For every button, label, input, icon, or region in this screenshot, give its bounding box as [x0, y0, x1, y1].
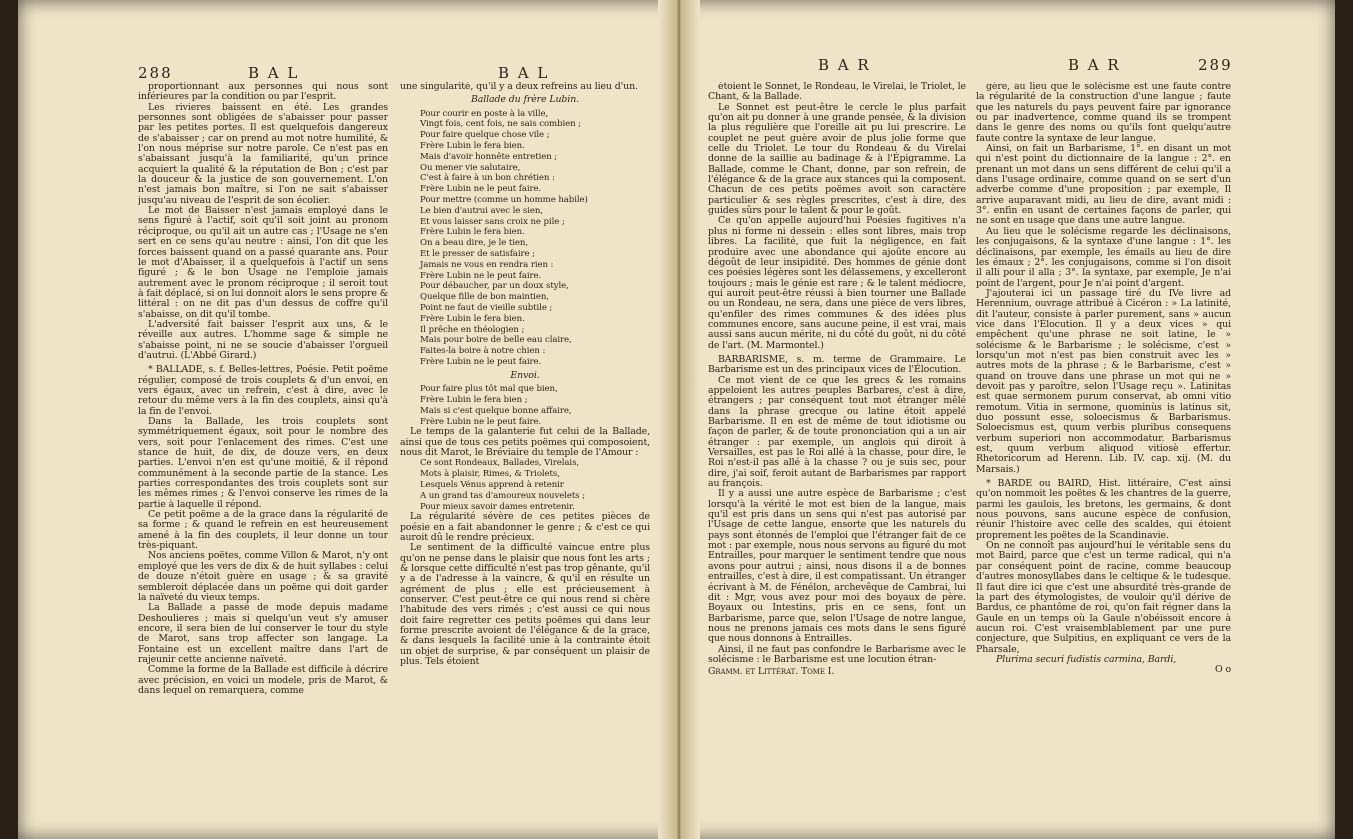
paragraph: La régularité sévère de ces petites pièces de poésie en a fait abandonner le genre ; & c'est ce qui auroit dû le rendre précieux.: [400, 511, 650, 544]
verse-line: Le bien d'autrui avec le sien,: [420, 205, 543, 216]
verse-line: Frère Lubin le fera bien.: [420, 227, 525, 238]
running-head-right-2: B A R: [1068, 56, 1121, 74]
verse-line: Frère Lubin le fera bien.: [420, 141, 525, 152]
column-4: [976, 82, 1231, 817]
running-head-left-2: B A L: [498, 64, 550, 82]
entry-ballade: * BALLADE, s. f. Belles-lettres, Poésie. Petit poëme régulier, composé de trois couplets & d'un envoi, en vers égaux, avec un refrein, c'est à dire, avec le retour du même vers à la fin des couplets, ainsi qu'à la fin de l'envoi.: [138, 364, 388, 417]
verse-line: Point ne faut de vieille subtile ;: [420, 303, 553, 314]
paragraph: étoient le Sonnet, le Rondeau, le Virelai, le Triolet, le Chant, & la Ballade.: [708, 82, 966, 103]
verse-line: Frère Lubin ne le peut faire.: [420, 270, 542, 281]
verse-line: Frère Lubin ne le peut faire.: [420, 416, 542, 427]
verse-line: On a beau dire, je le tien,: [420, 238, 528, 249]
paragraph: Ce petit poëme a de la grace dans la régularité de sa forme ; & quand le refrein en est heureusement amené à la fin des couplets, il leur donne un tour très-piquant.: [138, 509, 388, 552]
running-head-right: B A R: [818, 56, 871, 74]
verse-line: Pour faire plus tôt mal que bien,: [420, 384, 558, 395]
paragraph: Ainsi, il ne faut pas confondre le Barbarisme avec le solécisme : le Barbarisme est une locution étran-: [708, 643, 966, 665]
column-1: [138, 82, 388, 817]
verse-line: Lesquels Vénus apprend à retenir: [420, 479, 564, 490]
verse-line: Faites-la boire à notre chien :: [420, 346, 546, 357]
running-head-left: B A L: [248, 64, 300, 82]
paragraph: une singularité, qu'il y a deux refreins au lieu d'un.: [400, 82, 638, 92]
page-number-right: 289: [1198, 56, 1233, 74]
verse-line: Frère Lubin ne le peut faire.: [420, 184, 542, 195]
verse-line: Frère Lubin le fera bien ;: [420, 394, 528, 405]
paragraph: Le temps de la galanterie fut celui de la Ballade, ainsi que de tous ces petits poëmes qui composoient, nous dit Marot, le Bréviaire du temple de l'Amour :: [400, 426, 650, 459]
verse-block: [400, 109, 650, 368]
envoi-title: Envoi.: [510, 369, 540, 381]
paragraph: Ainsi, on fait un Barbarisme, 1°. en disant un mot qui n'est point du dictionnaire de la langue : 2°. en prenant un mot dans un sens différent de celui qu'il a dans l'usage ordinaire, comme quand on se sert d'un adverbe comme d'une proposition ; par exemple, Il arrive auparavant midi, au lieu de dire, avant midi : 3°. enfin en usant de certaines façons de parler, qui ne sont en usage que dans une autre langue.: [976, 143, 1231, 227]
paragraph: On ne connoît pas aujourd'hui le véritable sens du mot Baird, parce que c'est un terme radical, qui n'a par conséquent point de racine, comme beaucoup d'autres monosyllabes dans le celtique & le tudesque. Il faut dire ici que c'est une absurdité très-grande de la part des étymologistes, de vouloir qu'il dérive de Bardus, ce phantôme de roi, qu'on fait régner dans la Gaule en un temps où la Gaule n'obéissoit encore à aucun roi. C'est vraisemblablement par une pure conjecture, que Sulpitius, en expliquant ce vers de la Pharsale,: [976, 540, 1231, 655]
paragraph: Ce qu'on appelle aujourd'hui Poésies fugitives n'a plus ni forme ni dessein : elles sont libres, mais trop libres. La facilité, que fuit la négligence, en fait produire avec une abondance qui ajoûte encore au dégoût de leur insipidité. Des hommes de génie dont ces poésies légères sont les délassemens, y excelleront toujours ; mais le génie est rare ; & le talent médiocre, qui auroit peut-être réussi à bien tourner une Ballade ou un Rondeau, ne sera, dans une pièce de vers libres, qu'enfiler des rimes communes & des idées plus communes encore, sans aucune peine, il est vrai, mais aussi sans aucun mérite, ni du côté du goût, ni du côté de l'art. (M. Marmontel.): [708, 215, 966, 351]
catchword: O o: [1214, 664, 1231, 676]
verse-line: Ce sont Rondeaux, Ballades, Virelais,: [420, 458, 580, 469]
verse-line: Pour mettre (comme un homme habile): [420, 195, 588, 206]
paragraph: Les rivieres baissent en été. Les grandes personnes sont obligées de s'abaisser pour passer par les petites portes. Il est quelquefois dangereux de s'abaisser ; car on prend au mot notre humilité, & l'on nous méprise sur notre parole. Ce n'est pas en s'abaissant jusqu'à la familiarité, qu'un prince acquiert la qualité & la réputation de Bon ; c'est par la douceur & la justice de son gouvernement. L'on n'est jamais bon maître, si l'on ne sait s'abaisser jusqu'au niveau de l'esprit de son écolier.: [138, 101, 388, 206]
paragraph: Au lieu que le solécisme regarde les déclinaisons, les conjugaisons, & la syntaxe d'une langue : 1°. les déclinaisons, par exemple, les émails au lieu de dire les émaux ; 2°. les conjugaisons, comme si l'on disoit il alli pour il alla ; 3°. la syntaxe, par exemple, Je n'ai point de l'argent, pour Je n'ai point d'argent.: [976, 225, 1231, 289]
verse-block-2: [400, 458, 650, 512]
verse-line: Ou mener vie salutaire,: [420, 162, 521, 173]
column-3: [708, 82, 966, 817]
quoted-verse: Plurima securi fudistis carmina, Bardi,: [996, 653, 1177, 665]
paragraph: gère, au lieu que le solécisme est une faute contre la régularité de la construction d'une langue ; faute que les naturels du pays peuvent faire par ignorance ou par inadvertence, comme quand ils se trompent dans le genre des noms ou qu'ils font quelqu'autre faute contre la syntaxe de leur langue.: [976, 82, 1231, 144]
book-spread: [18, 0, 1335, 839]
envoi-block: [400, 384, 650, 427]
paragraph: Le sentiment de la difficulté vaincue entre plus qu'on ne pense dans le plaisir que nous font les arts ; & lorsque cette difficulté n'est pas trop gênante, qu'il y a de l'adresse à la vaincre, & qu'il en résulte un agrément de plus ; elle est précieusement à conserver. C'est peut-être ce qui nous rend si chère l'habitude des vers rimés ; c'est aussi ce qui nous doit faire regretter ces petits poëmes qui dans leur forme prescrite avoient de l'élégance & de la grace, & dans lesquels la facilité unie à la contrainte étoit un objet de surprise, & par conséquent un plaisir de plus. Tels étoient: [400, 542, 650, 668]
book-gutter: [658, 0, 700, 839]
paragraph: J'ajouterai ici un passage tiré du IVe livre ad Herennium, ouvrage attribué à Cicéron : » La latinité, dit l'auteur, consiste à parler purement, sans » aucun vice dans l'Élocution. Il y a deux vices » qui empêchent qu'une phrase ne soit latine, le » solécisme & le Barbarisme ; le solécisme, c'est » lorsqu'un mot n'est pas bien construit avec les » autres mots de la phrase ; & le Barbarisme, c'est » quand on trouve dans une phrase un mot qui ne » devoit pas y paroître, selon l'Usage reçu ». Latinitas est quae sermonem purum conservat, ab omni vitio remotum. Vitia in sermone, quominùs is latinus sit, duo possunt esse, soloecismus & Barbarismus. Soloecismus est, quum verbis pluribus consequens verbum superiori non accommodatur. Barbarismus est, quum verbum aliquod vitiosè effertur. Rhetoricorum ad Herenn. Lib. IV. cap. xij. (M. du Marsais.): [976, 287, 1231, 475]
paragraph: Comme la forme de la Ballade est difficile à décrire avec précision, en voici un modele, pris de Marot, & dans lequel on remarquera, comme: [138, 664, 388, 696]
verse-line: C'est à faire à un bon chrétien :: [420, 173, 555, 184]
verse-line: Pour mieux savoir dames entretenir.: [420, 501, 575, 512]
verse-line: Il prêche en théologien ;: [420, 324, 525, 335]
verse-line: Pour courir en poste à la ville,: [420, 108, 549, 119]
verse-line: Et vous laisser sans croix ne pile ;: [420, 216, 565, 227]
paragraph: Il y a aussi une autre espèce de Barbarisme ; c'est lorsqu'à la vérité le mot est bien de la langue, mais qu'il est pris dans un sens qui n'est pas autorisé par l'Usage de cette langue, ensorte que les naturels du pays sont étonnés de l'emploi que l'étranger fait de ce mot : par exemple, nous nous servons au figuré du mot Entrailles, pour marquer le sentiment tendre que nous avons pour autrui ; ainsi, nous disons il a de bonnes entrailles, c'est à dire, il est compatissant. Un étranger écrivant à M. de Fénélon, archevêque de Cambrai, lui dit : Mgr, vous avez pour moi des boyaux de père. Boyaux ou Intestins, pris en ce sens, font un Barbarisme, parce que, selon l'Usage de notre langue, nous ne prenons jamais ces mots dans le sens figuré que nous donnons à Entrailles.: [708, 488, 966, 645]
verse-line: Mais pour boire de belle eau claire,: [420, 335, 572, 346]
paragraph: L'adversité fait baisser l'esprit aux uns, & le réveille aux autres. L'homme sage & simple ne s'abaisse point, ni ne se soucie d'abaisser l'orgueil d'autrui. (L'Abbé Girard.): [138, 318, 388, 361]
paragraph: proportionnant aux personnes qui nous sont inférieures par la condition ou par l'esprit.: [138, 82, 388, 103]
verse-line: Jamais ne vous en rendra rien :: [420, 259, 554, 270]
verse-line: Quelque fille de bon maintien,: [420, 292, 549, 303]
paragraph: Le mot de Baisser n'est jamais employé dans le sens figuré à l'actif, soit qu'il soit joint au pronom réciproque, ou qu'il ait un autre cas ; l'Usage ne s'en sert en ce sens qu'au neutre : ainsi, l'on dit que les forces baissent quand on a passé quarante ans. Pour le mot d'Abaisser, il a quelquefois à l'actif un sens figuré ; & le bon Usage ne l'emploie jamais autrement avec le pronom réciproque ; il seroit tout à fait déplacé, si on lui donnoit alors le sens propre & littéral : on ne dit pas d'un dessus de coffre qu'il s'abaisse, on dit qu'il tombe.: [138, 205, 388, 320]
verse-line: Et le presser de satisfaire ;: [420, 249, 535, 260]
paragraph: Le Sonnet est peut-être le cercle le plus parfait qu'on ait pu donner à une grande pensée, & la division la plus régulière que l'oreille ait pu lui prescrire. Le couplet ne peut guère avoir de plus jolie forme que celle du Triolet. Le tour du Rondeau & du Virelai donne de la saillie au badinage & à l'Épigramme. La Ballade, comme le Chant, donne, par son refrein, de l'élégance & de la grace aux stances qui la composent. Chacun de ces petits poëmes avoit son caractère particulier & ses règles prescrites, c'est à dire, des guides sûrs pour le talent & pour le goût.: [708, 101, 966, 217]
paragraph: Ce mot vient de ce que les grecs & les romains appeloient les autres peuples Barbares, c'est à dire, étrangers ; par conséquent tout mot étranger mêlé dans la phrase grecque ou latine étoit appelé Barbarisme. Il en est de même de tout idiotisme ou façon de parler, & de toute prononciation qui a un air étranger : par exemple, un anglois qui diroit à Versailles, est pas le Roi allé à la chasse, pour dire, le Roi n'est-il pas allé à la chasse ? ou je suis sec, pour dire, j'ai soif, feroit autant de Barbarismes par rapport au françois.: [708, 374, 966, 490]
paragraph: La Ballade a passé de mode depuis madame Deshoulieres ; mais si quelqu'un veut s'y amuser encore, il sera bien de lui conserver le tour du style de Marot, sans trop affecter son langage. La Fontaine est un excellent maître dans l'art de rajeunir cette ancienne naïveté.: [138, 602, 388, 665]
verse-line: Vingt fois, cent fois, ne sais combien ;: [420, 119, 582, 130]
paragraph: Dans la Ballade, les trois couplets sont symmétriquement égaux, soit pour le nombre des vers, soit pour l'enlacement des rimes. C'est une stance de huit, de dix, de douze vers, en deux parties. L'envoi n'en est qu'une moitié, & il répond communément à la seconde partie de la stance. Les parties correspondantes des trois couplets sont sur les mêmes rimes ; & l'envoi conserve les rimes de la partie à laquelle il répond.: [138, 416, 388, 510]
verse-line: Mots à plaisir, Rimes, & Triolets,: [420, 469, 560, 480]
verse-line: Frère Lubin ne le peut faire.: [420, 357, 542, 368]
verse-line: A un grand tas d'amoureux nouvelets ;: [420, 490, 585, 501]
paragraph: Nos anciens poëtes, comme Villon & Marot, n'y ont employé que les vers de dix & de huit syllabes : celui de douze n'étoit guère en usage ; & sa gravité sembleroit déplacée dans un poëme qui doit garder la naïveté du vieux temps.: [138, 550, 388, 603]
column-2: [400, 82, 650, 817]
entry-barbarisme: BARBARISME, s. m. terme de Grammaire. Le Barbarisme est un des principaux vices de l'Élocution.: [708, 353, 966, 376]
verse-line: Frère Lubin le fera bien.: [420, 313, 525, 324]
verse-line: Pour débaucher, par un doux style,: [420, 281, 569, 292]
verse-title: Ballade du frère Lubin.: [470, 94, 580, 106]
signature-mark: Gramm. et Littérat. Tome I.: [708, 666, 835, 678]
verse-line: Pour faire quelque chose vile ;: [420, 130, 550, 141]
entry-barde: * BARDE ou BAIRD, Hist. littéraire, C'est ainsi qu'on nommoit les poëtes & les chantres de la guerre, parmi les gaulois, les bretons, les germains, & dont nous pouvons, sans aucune espèce de confusion, réunir l'histoire avec celle des scaldes, qui étoient proprement les poëtes de la Scandinavie.: [976, 478, 1231, 541]
page-number-left: 288: [138, 64, 173, 82]
verse-line: Mais d'avoir honnête entretien ;: [420, 151, 558, 162]
verse-line: Mais si c'est quelque bonne affaire,: [420, 405, 572, 416]
